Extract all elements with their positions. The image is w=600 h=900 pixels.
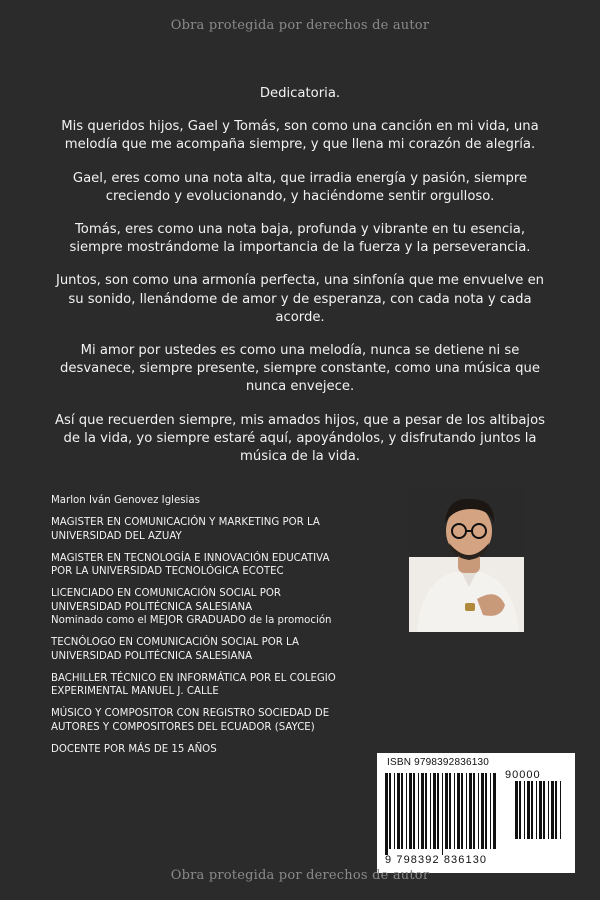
dedication-section bbox=[48, 85, 552, 481]
barcode-bar bbox=[413, 773, 415, 849]
barcode-bar bbox=[397, 773, 400, 849]
dedication-title: Dedicatoria. bbox=[259, 86, 341, 101]
author-name: Marlon Iván Genovez Iglesias bbox=[51, 495, 200, 506]
author-photo bbox=[409, 487, 524, 632]
barcode-bar bbox=[551, 781, 554, 839]
barcode-bar bbox=[406, 773, 407, 849]
barcode-bar bbox=[469, 773, 472, 849]
bio-credential bbox=[51, 743, 361, 757]
barcode-bar bbox=[389, 773, 391, 849]
bio-credential-text: BACHILLER TÉCNICO EN INFORMÁTICA POR EL COLEGIO EXPERIMENTAL MANUEL J. CALLE bbox=[51, 672, 336, 697]
barcode-bar bbox=[385, 773, 388, 855]
barcode-bar bbox=[548, 781, 549, 839]
bio-credential bbox=[51, 516, 361, 543]
barcode-bar bbox=[409, 773, 412, 849]
watermark-bottom: Obra protegida por derechos de autor bbox=[170, 868, 430, 883]
bio-credential-text: DOCENTE POR MÁS DE 15 AÑOS bbox=[51, 743, 217, 755]
dedication-paragraph: Mis queridos hijos, Gael y Tomás, son como una canción en mi vida, una melodía que me acompaña siempre, y que llena mi corazón de alegría. bbox=[61, 119, 539, 153]
barcode-bar bbox=[555, 781, 557, 839]
barcode-bar bbox=[401, 773, 403, 849]
barcode-bar bbox=[457, 773, 460, 849]
price-code: 90000 bbox=[505, 769, 541, 781]
barcode-bar bbox=[454, 773, 455, 849]
barcode-bar bbox=[539, 781, 542, 839]
dedication-paragraph: Gael, eres como una nota alta, que irradia energía y pasión, siempre creciendo y evolucionando, y haciéndome sentir orgulloso. bbox=[72, 170, 528, 204]
bio-credential-text: TECNÓLOGO EN COMUNICACIÓN SOCIAL POR LA UNIVERSIDAD POLITÉCNICA SALESIANA bbox=[51, 637, 299, 662]
barcode-bar bbox=[461, 773, 463, 849]
barcode-bar bbox=[531, 781, 533, 839]
barcode-bar bbox=[490, 773, 491, 849]
barcode-bar bbox=[425, 773, 427, 849]
barcode-bar bbox=[543, 781, 545, 839]
bio-credential bbox=[51, 636, 361, 663]
barcode-bar bbox=[466, 773, 467, 849]
barcode-bar bbox=[524, 781, 525, 839]
dedication-paragraph: Así que recuerden siempre, mis amados hijos, que a pesar de los altibajos de la vida, yo siempre estaré aquí, apoyándolos, y disfrutando juntos la música de la vida. bbox=[54, 412, 546, 465]
barcode-bar bbox=[481, 773, 484, 849]
bio-credential-text: MAGISTER EN TECNOLOGÍA E INNOVACIÓN EDUCATIVA POR LA UNIVERSIDAD TECNOLÓGICA ECOTEC bbox=[51, 552, 330, 577]
bio-credential bbox=[51, 587, 361, 628]
barcode-bar bbox=[519, 781, 521, 839]
author-portrait-icon bbox=[409, 487, 524, 632]
bio-credential-note: Nominado como el MEJOR GRADUADO de la promoción bbox=[51, 615, 332, 626]
barcode-bar bbox=[527, 781, 530, 839]
barcode-bar bbox=[418, 773, 419, 849]
dedication-paragraph: Juntos, son como una armonía perfecta, una sinfonía que me envuelve en su sonido, llenándome de amor y de esperanza, con cada nota y cada acorde. bbox=[55, 273, 545, 325]
isbn-barcode bbox=[377, 753, 575, 873]
author-bio bbox=[51, 494, 361, 765]
bio-credential-text: MÚSICO Y COMPOSITOR CON REGISTRO SOCIEDAD DE AUTORES Y COMPOSITORES DEL ECUADOR (SAYCE) bbox=[51, 708, 330, 733]
barcode-bar bbox=[493, 773, 496, 849]
isbn-digits: 9 798392 836130 bbox=[385, 854, 488, 866]
barcode-bar bbox=[437, 773, 439, 849]
barcode-bar bbox=[478, 773, 479, 849]
barcode-bar bbox=[485, 773, 487, 849]
bio-credential bbox=[51, 552, 361, 579]
watermark-top: Obra protegida por derechos de autor bbox=[170, 18, 430, 33]
barcode-bar bbox=[445, 773, 448, 849]
barcode-bar bbox=[473, 773, 475, 849]
bio-credential bbox=[51, 707, 361, 734]
barcode-bar bbox=[442, 773, 443, 855]
barcode-addon-bars bbox=[515, 781, 567, 845]
barcode-bar bbox=[515, 781, 518, 839]
isbn-label: ISBN 9798392836130 bbox=[387, 757, 490, 768]
bio-credential-text: MAGISTER EN COMUNICACIÓN Y MARKETING POR LA UNIVERSIDAD DEL AZUAY bbox=[51, 517, 320, 542]
barcode-bar bbox=[449, 773, 451, 849]
dedication-paragraph: Mi amor por ustedes es como una melodía, nunca se detiene ni se desvanece, siempre presente, siempre constante, como una música que nunca envejece. bbox=[59, 343, 541, 395]
barcode-main-bars bbox=[385, 773, 501, 855]
barcode-bar bbox=[536, 781, 537, 839]
bio-credential bbox=[51, 672, 361, 699]
barcode-bar bbox=[421, 773, 424, 849]
barcode-bar bbox=[394, 773, 395, 849]
barcode-bar bbox=[433, 773, 436, 849]
barcode-bar bbox=[560, 781, 561, 839]
dedication-paragraph: Tomás, eres como una nota baja, profunda y vibrante en tu esencia, siempre mostrándome la importancia de la fuerza y la perseverancia. bbox=[69, 222, 531, 256]
barcode-bar bbox=[430, 773, 431, 849]
bio-credential-text: LICENCIADO EN COMUNICACIÓN SOCIAL POR UNIVERSIDAD POLITÉCNICA SALESIANA bbox=[51, 588, 281, 613]
